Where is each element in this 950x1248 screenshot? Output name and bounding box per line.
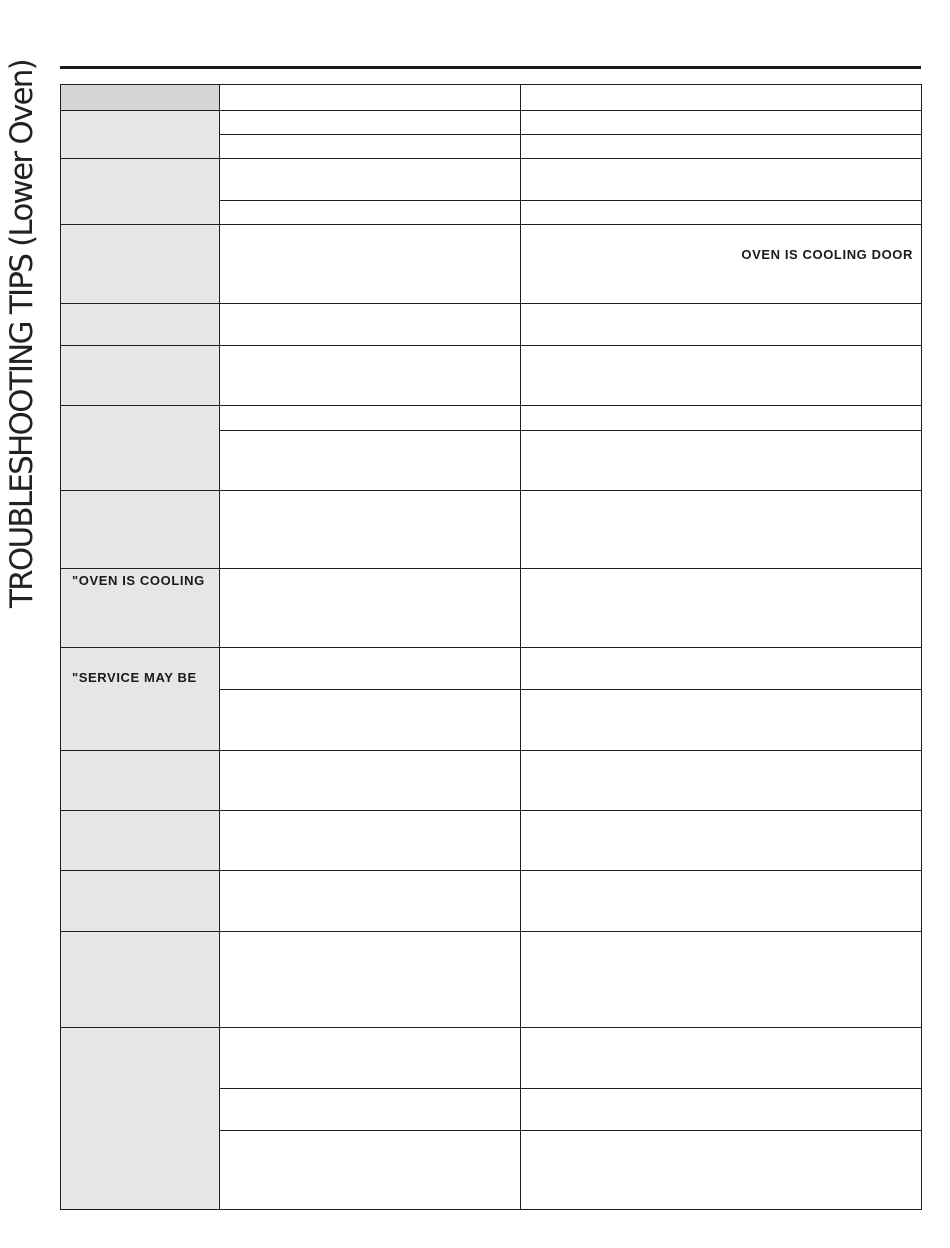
problem-oven-is-cooling-label: "OVEN IS COOLING — [72, 573, 205, 588]
cause-cell — [219, 689, 521, 751]
cause-cell — [219, 647, 521, 690]
solution-cell — [520, 870, 922, 932]
cause-cell — [219, 134, 521, 159]
solution-cell — [520, 689, 922, 751]
cause-cell — [219, 1088, 521, 1131]
problem-cell — [60, 490, 220, 569]
cause-cell — [219, 345, 521, 406]
solution-cell — [520, 1088, 922, 1131]
solution-cell — [520, 345, 922, 406]
solution-cell — [520, 750, 922, 811]
solution-cell — [520, 1130, 922, 1210]
page-side-title: TROUBLESHOOTING TIPS (Lower Oven) — [4, 60, 40, 608]
problem-cell — [60, 158, 220, 225]
cause-cell — [219, 303, 521, 346]
header-solution-cell — [520, 84, 922, 111]
problem-cell — [60, 647, 220, 751]
solution-cell — [520, 430, 922, 491]
solution-cell — [520, 200, 922, 225]
cause-cell — [219, 870, 521, 932]
problem-cell — [60, 810, 220, 871]
solution-cell — [520, 110, 922, 135]
cause-cell — [219, 200, 521, 225]
solution-cell — [520, 647, 922, 690]
solution-cell — [520, 810, 922, 871]
cause-cell — [219, 430, 521, 491]
header-cause-cell — [219, 84, 521, 111]
problem-cell — [60, 931, 220, 1028]
problem-cell — [60, 750, 220, 811]
cause-cell — [219, 810, 521, 871]
cause-cell — [219, 750, 521, 811]
cause-cell — [219, 490, 521, 569]
cause-cell — [219, 110, 521, 135]
header-problem-cell — [60, 84, 220, 111]
solution-cell — [520, 303, 922, 346]
problem-cell — [60, 870, 220, 932]
cause-cell — [219, 1027, 521, 1089]
solution-cell — [520, 568, 922, 648]
solution-oven-is-cooling-door-label: OVEN IS COOLING DOOR — [741, 247, 913, 262]
problem-cell — [60, 303, 220, 346]
solution-cell — [520, 490, 922, 569]
cause-cell — [219, 568, 521, 648]
cause-cell — [219, 405, 521, 431]
cause-cell — [219, 1130, 521, 1210]
problem-cell — [60, 405, 220, 491]
problem-cell — [60, 1027, 220, 1210]
solution-cell — [520, 158, 922, 201]
problem-cell — [60, 224, 220, 304]
cause-cell — [219, 224, 521, 304]
solution-cell — [520, 405, 922, 431]
solution-cell — [520, 931, 922, 1028]
solution-cell — [520, 134, 922, 159]
problem-cell — [60, 345, 220, 406]
solution-cell — [520, 1027, 922, 1089]
cause-cell — [219, 931, 521, 1028]
solution-cell — [520, 224, 922, 304]
cause-cell — [219, 158, 521, 201]
problem-cell — [60, 110, 220, 159]
problem-service-may-be-label: "SERVICE MAY BE — [72, 670, 197, 685]
